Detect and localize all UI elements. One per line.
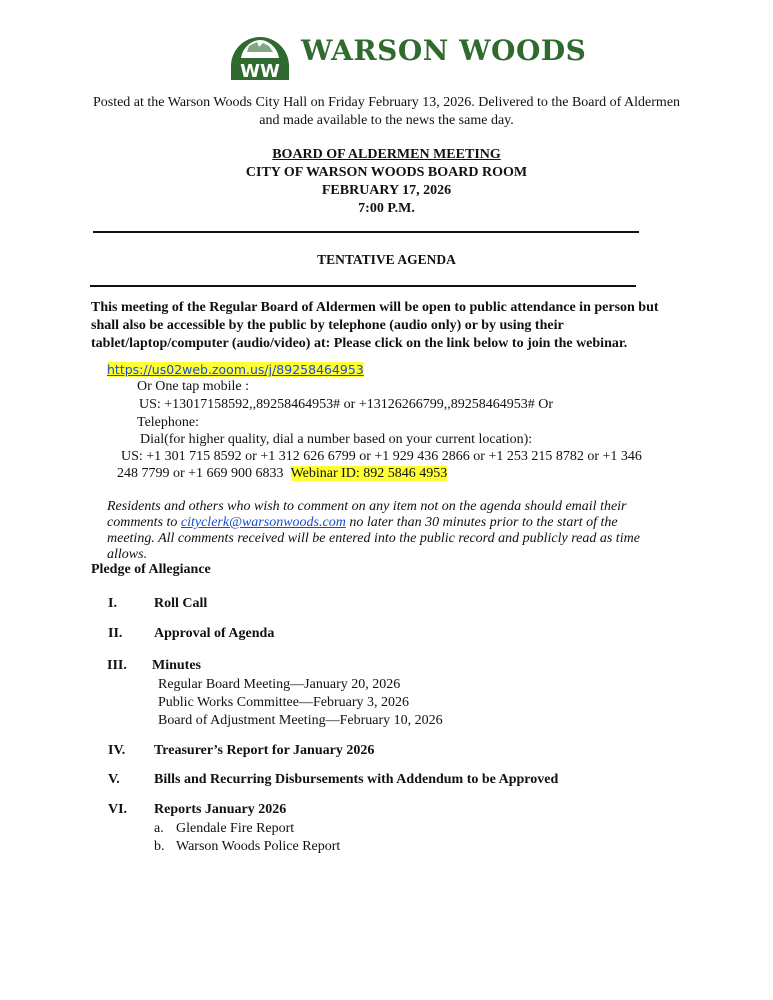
- intro-line-3: tablet/laptop/computer (audio/video) at: Please click on the link below to join the webinar.: [91, 336, 628, 351]
- item-number: VI.: [108, 802, 128, 817]
- minutes-entry: Board of Adjustment Meeting—February 10, 2026: [158, 713, 443, 728]
- minutes-entry: Public Works Committee—February 3, 2026: [158, 695, 409, 710]
- comments-line-1: Residents and others who wish to comment on any item not on the agenda should email their: [107, 499, 627, 514]
- item-label: Minutes: [152, 658, 201, 673]
- ww-tree-logo-icon: [229, 22, 291, 80]
- meeting-location: CITY OF WARSON WOODS BOARD ROOM: [245, 165, 528, 180]
- dial-note: Dial(for higher quality, dial a number based on your current location):: [140, 432, 533, 447]
- comments-pre: comments to: [107, 515, 181, 530]
- minutes-entry: Regular Board Meeting—January 20, 2026: [158, 677, 401, 692]
- agenda-item: [107, 658, 667, 674]
- item-label: Bills and Recurring Disbursements with Addendum to be Approved: [154, 772, 559, 787]
- posted-notice: [0, 94, 773, 130]
- intro-line-2: shall also be accessible by the public by telephone (audio only) or by using their: [91, 318, 564, 333]
- tap-label: Or One tap mobile :: [137, 379, 249, 394]
- report-text: Glendale Fire Report: [176, 821, 295, 836]
- posted-line-1: Posted at the Warson Woods City Hall on Friday February 13, 2026. Delivered to the Board of Aldermen: [92, 95, 681, 110]
- item-label: Roll Call: [154, 596, 208, 611]
- report-letter: a.: [154, 821, 164, 836]
- reports-sublist: [154, 820, 340, 856]
- posted-line-2: and made available to the news the same day.: [259, 113, 514, 128]
- agenda-item: [108, 596, 668, 612]
- zoom-webinar-link[interactable]: https://us02web.zoom.us/j/89258464953: [107, 362, 364, 377]
- divider: [90, 285, 636, 287]
- comments-paragraph: [107, 499, 667, 563]
- pledge-heading: Pledge of Allegiance: [91, 562, 211, 577]
- webinar-link-row: [107, 361, 364, 379]
- clerk-email-link[interactable]: cityclerk@warsonwoods.com: [180, 515, 346, 530]
- svg-text:WW: WW: [240, 61, 280, 80]
- report-entry: [154, 838, 340, 856]
- item-label: Approval of Agenda: [154, 626, 275, 641]
- agenda-item: [108, 802, 668, 818]
- report-text: Warson Woods Police Report: [176, 839, 341, 854]
- item-number: I.: [108, 596, 117, 611]
- webinar-id: Webinar ID: 892 5846 4953: [290, 466, 448, 481]
- item-number: III.: [107, 658, 127, 673]
- meeting-title: BOARD OF ALDERMEN MEETING: [272, 147, 501, 162]
- minutes-sublist: [158, 676, 443, 730]
- comments-line-2: [107, 515, 667, 531]
- intro-line-1: This meeting of the Regular Board of Aldermen will be open to public attendance in person but: [91, 300, 659, 315]
- comments-post: no later than 30 minutes prior to the start of the: [345, 515, 618, 530]
- dial-numbers-line-2: [117, 465, 447, 482]
- tap-numbers: US: +13017158592,,89258464953# or +13126266799,,89258464953# Or: [139, 397, 554, 412]
- logo: [229, 22, 587, 80]
- item-number: II.: [108, 626, 123, 641]
- dial-numbers-line-1: US: +1 301 715 8592 or +1 312 626 6799 or +1 929 436 2866 or +1 253 215 8782 or +1 346: [121, 449, 642, 464]
- comments-line-3: meeting. All comments received will be entered into the public record and publicly read as time: [107, 531, 640, 546]
- agenda-title: TENTATIVE AGENDA: [317, 252, 456, 267]
- intro-paragraph: [91, 299, 711, 353]
- agenda-item: [108, 743, 668, 759]
- agenda-item: [108, 626, 668, 642]
- meeting-time: 7:00 P.M.: [358, 201, 415, 216]
- dial-numbers-tail: 248 7799 or +1 669 900 6833: [117, 466, 284, 481]
- divider: [93, 231, 639, 233]
- agenda-item: [108, 772, 708, 788]
- report-entry: [154, 820, 340, 838]
- item-number: V.: [108, 772, 120, 787]
- meeting-header: [0, 146, 773, 218]
- logo-text: WARSON WOODS: [301, 34, 587, 67]
- telephone-label: Telephone:: [137, 415, 199, 430]
- item-label: Reports January 2026: [154, 802, 287, 817]
- meeting-date: FEBRUARY 17, 2026: [321, 183, 452, 198]
- item-label: Treasurer’s Report for January 2026: [154, 743, 375, 758]
- report-letter: b.: [154, 839, 165, 854]
- comments-line-4: allows.: [107, 547, 148, 562]
- item-number: IV.: [108, 743, 126, 758]
